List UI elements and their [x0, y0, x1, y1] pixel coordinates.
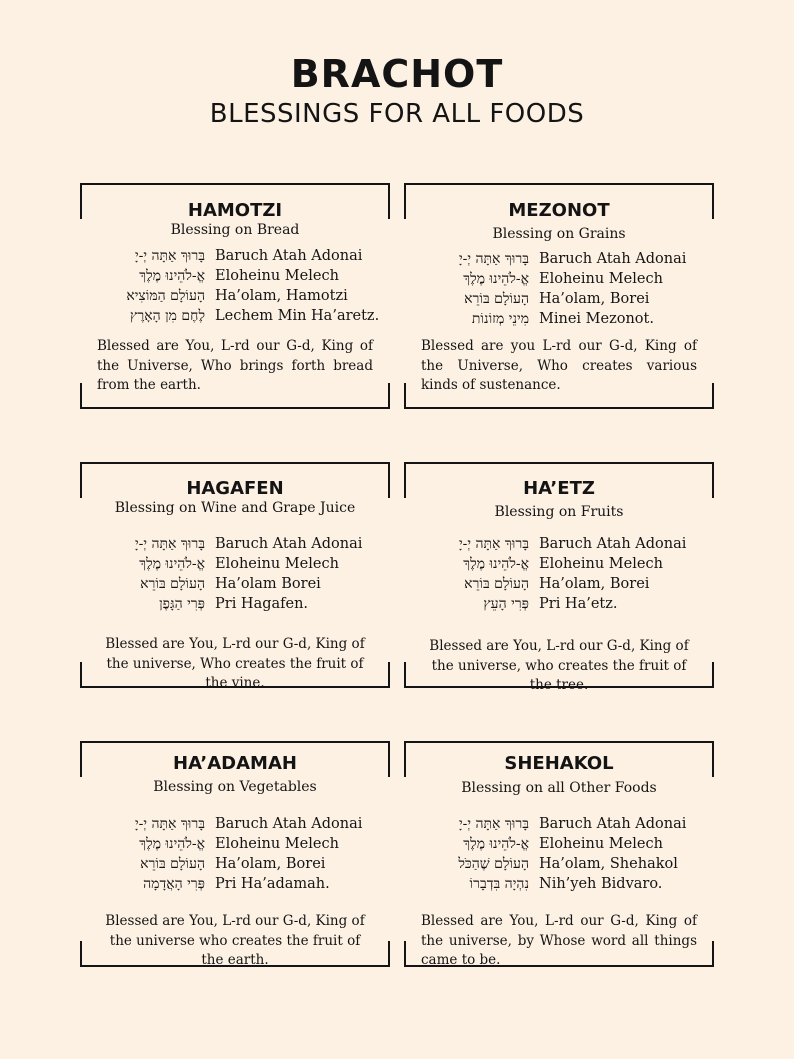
transliteration-text: Baruch Atah Adonai: [215, 248, 363, 264]
blessing-line: [404, 814, 714, 834]
blessing-line: [404, 249, 714, 269]
english-translation: Blessed are You, L-rd our G-d, King of the universe, Who creates the fruit of the vine.: [105, 636, 365, 691]
hebrew-text: הָעוֹלָם שֶׁהַכֹּל: [458, 855, 529, 872]
hebrew-text: אֱ-לֹהֵינוּ מֶלֶךְ: [463, 555, 529, 572]
hebrew-text: אֱ-לֹהֵינוּ מֶלֶךְ: [139, 835, 205, 852]
blessing-line: [80, 534, 390, 554]
blessing-line: [404, 534, 714, 554]
blessing-card-mezonot: [404, 183, 714, 409]
blessing-line: [404, 269, 714, 289]
blessing-card-hamotzi: [80, 183, 390, 409]
english-translation: Blessed are You, L-rd our G-d, King of the Universe, Who brings forth bread from the earth.: [97, 338, 373, 393]
hebrew-text: מִינֵי מְזוֹנוֹת: [471, 310, 529, 327]
card-border: [404, 941, 406, 967]
card-border: [404, 383, 406, 409]
hebrew-text: לֶחֶם מִן הָאָרֶץ: [130, 307, 205, 324]
card-border: [80, 383, 82, 409]
blessing-subtitle: Blessing on Fruits: [494, 504, 624, 520]
blessing-line: [404, 594, 714, 614]
page-subtitle: BLESSINGS FOR ALL FOODS: [209, 99, 585, 129]
hebrew-text: הָעוֹלָם בּוֹרֵא: [464, 575, 529, 592]
transliteration-text: Ha’olam, Borei: [215, 856, 326, 872]
blessing-line: [80, 306, 390, 326]
hebrew-text: בָּרוּךְ אַתָּה יְ-יָ: [134, 535, 205, 552]
blessing-subtitle: Blessing on all Other Foods: [461, 780, 657, 796]
hebrew-text: פְּרִי הַגָּפֶן: [159, 595, 205, 612]
blessing-line: [404, 554, 714, 574]
transliteration-text: Baruch Atah Adonai: [539, 536, 687, 552]
blessing-line: [80, 266, 390, 286]
transliteration-text: Minei Mezonot.: [539, 311, 654, 327]
hebrew-text: פְּרִי הָעֵץ: [483, 595, 529, 612]
blessing-line: [80, 554, 390, 574]
blessing-line: [80, 594, 390, 614]
transliteration-text: Baruch Atah Adonai: [539, 251, 687, 267]
card-border: [80, 741, 390, 743]
blessing-name: HAGAFEN: [186, 478, 284, 499]
blessing-lines: [80, 814, 390, 894]
card-border: [80, 407, 390, 409]
hebrew-text: בָּרוּךְ אַתָּה יְ-יָ: [458, 815, 529, 832]
blessing-lines: [404, 249, 714, 329]
transliteration-text: Ha’olam Borei: [215, 576, 321, 592]
blessing-name: HA’ADAMAH: [173, 753, 297, 774]
card-border: [404, 662, 406, 688]
card-border: [404, 407, 714, 409]
transliteration-text: Pri Ha’adamah.: [215, 876, 330, 892]
transliteration-text: Eloheinu Melech: [539, 271, 663, 287]
card-border: [80, 941, 82, 967]
card-border: [80, 183, 390, 185]
hebrew-text: פְּרִי הָאֲדָמָה: [143, 875, 205, 892]
transliteration-text: Pri Ha’etz.: [539, 596, 618, 612]
blessing-lines: [80, 246, 390, 326]
blessing-line: [404, 854, 714, 874]
card-border: [712, 662, 714, 688]
transliteration-text: Eloheinu Melech: [215, 836, 339, 852]
blessing-name: SHEHAKOL: [504, 753, 614, 774]
hebrew-text: אֱ-לֹהֵינוּ מֶלֶךְ: [139, 555, 205, 572]
transliteration-text: Baruch Atah Adonai: [215, 816, 363, 832]
blessing-card-haadamah: [80, 741, 390, 967]
card-border: [404, 183, 714, 185]
transliteration-text: Ha’olam, Borei: [539, 291, 650, 307]
hebrew-text: הָעוֹלָם בּוֹרֵא: [464, 290, 529, 307]
blessing-lines: [404, 534, 714, 614]
blessing-line: [404, 574, 714, 594]
english-translation: Blessed are You, L-rd our G-d, King of the universe, who creates the fruit of the tree.: [429, 638, 689, 693]
transliteration-text: Lechem Min Ha’aretz.: [215, 308, 380, 324]
hebrew-text: הָעוֹלָם בּוֹרֵא: [140, 575, 205, 592]
blessing-line: [404, 834, 714, 854]
transliteration-text: Baruch Atah Adonai: [215, 536, 363, 552]
transliteration-text: Pri Hagafen.: [215, 596, 309, 612]
card-border: [388, 383, 390, 409]
blessing-subtitle: Blessing on Wine and Grape Juice: [114, 500, 356, 516]
hebrew-text: בָּרוּךְ אַתָּה יְ-יָ: [458, 250, 529, 267]
blessing-line: [404, 289, 714, 309]
transliteration-text: Nih’yeh Bidvaro.: [539, 876, 663, 892]
transliteration-text: Eloheinu Melech: [215, 268, 339, 284]
card-border: [80, 462, 390, 464]
hebrew-text: אֱ-לֹהֵינוּ מֶלֶךְ: [139, 267, 205, 284]
hebrew-text: הָעוֹלָם הַמּוֹצִיא: [126, 287, 205, 304]
blessing-line: [404, 309, 714, 329]
blessing-line: [80, 286, 390, 306]
blessing-name: MEZONOT: [508, 200, 610, 221]
blessing-line: [80, 874, 390, 894]
hebrew-text: בָּרוּךְ אַתָּה יְ-יָ: [458, 535, 529, 552]
hebrew-text: אֱ-לֹהֵינוּ מֶלֶךְ: [463, 835, 529, 852]
blessing-lines: [404, 814, 714, 894]
blessing-lines: [80, 534, 390, 614]
blessing-line: [80, 246, 390, 266]
english-translation: Blessed are you L-rd our G-d, King of the Universe, Who creates various kinds of sustenance.: [421, 338, 697, 393]
blessing-card-hagafen: [80, 462, 390, 691]
blessing-line: [404, 874, 714, 894]
hebrew-text: אֱ-לֹהֵינוּ מֶלֶךְ: [463, 270, 529, 287]
transliteration-text: Eloheinu Melech: [539, 556, 663, 572]
blessing-line: [80, 834, 390, 854]
english-translation: Blessed are You, L-rd our G-d, King of the universe, by Whose word all things came to be.: [421, 913, 697, 968]
card-border: [404, 741, 714, 743]
blessing-line: [80, 574, 390, 594]
hebrew-text: בָּרוּךְ אַתָּה יְ-יָ: [134, 247, 205, 264]
hebrew-text: בָּרוּךְ אַתָּה יְ-יָ: [134, 815, 205, 832]
transliteration-text: Baruch Atah Adonai: [539, 816, 687, 832]
transliteration-text: Ha’olam, Shehakol: [539, 856, 678, 872]
transliteration-text: Ha’olam, Hamotzi: [215, 288, 348, 304]
blessing-card-haetz: [404, 462, 714, 693]
card-border: [404, 462, 714, 464]
card-border: [388, 662, 390, 688]
blessing-card-shehakol: [404, 741, 714, 967]
blessing-subtitle: Blessing on Grains: [492, 226, 626, 242]
blessing-line: [80, 854, 390, 874]
card-border: [388, 941, 390, 967]
transliteration-text: Eloheinu Melech: [215, 556, 339, 572]
blessing-name: HA’ETZ: [523, 478, 595, 499]
card-border: [712, 383, 714, 409]
english-translation: Blessed are You, L-rd our G-d, King of the universe who creates the fruit of the earth.: [105, 913, 365, 968]
card-border: [80, 662, 82, 688]
transliteration-text: Eloheinu Melech: [539, 836, 663, 852]
blessing-subtitle: Blessing on Bread: [170, 222, 300, 238]
card-border: [712, 941, 714, 967]
transliteration-text: Ha’olam, Borei: [539, 576, 650, 592]
blessing-line: [80, 814, 390, 834]
blessing-name: HAMOTZI: [187, 200, 283, 221]
hebrew-text: הָעוֹלָם בּוֹרֵא: [140, 855, 205, 872]
blessing-subtitle: Blessing on Vegetables: [153, 779, 317, 795]
page-title: BRACHOT: [290, 52, 504, 96]
hebrew-text: נִהְיָה בִּדְבָרוֹ: [469, 875, 529, 892]
